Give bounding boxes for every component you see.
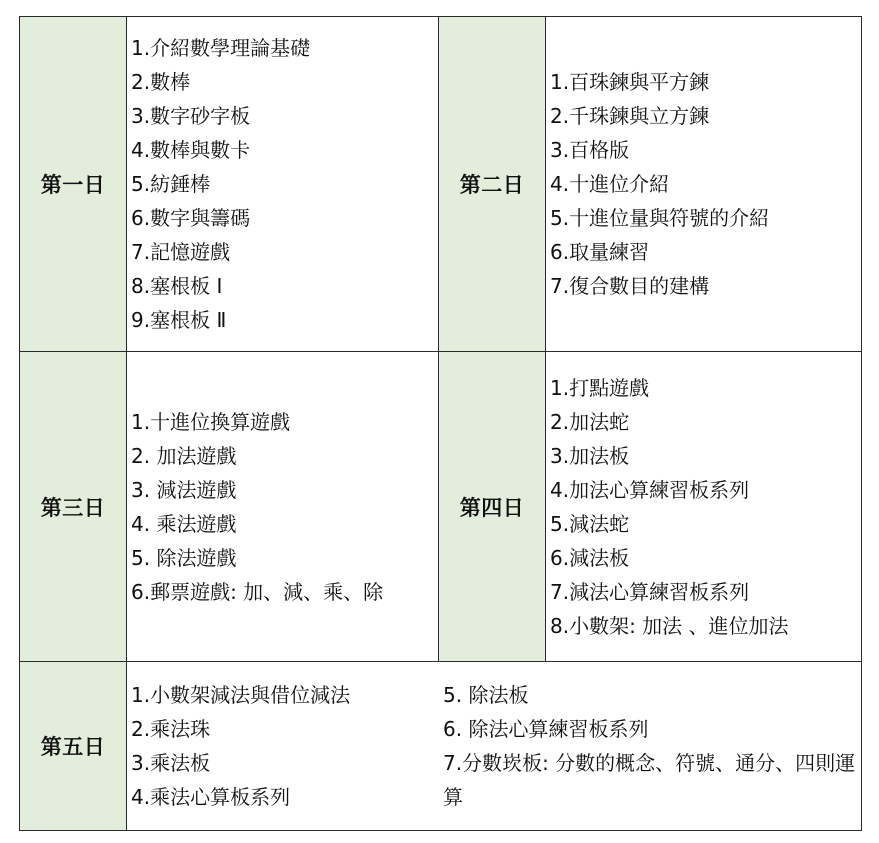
- list-item: 7.分數崁板: 分數的概念、符號、通分、四則運算: [443, 751, 856, 809]
- list-item: 6.郵票遊戲: 加、減、乘、除: [131, 579, 384, 604]
- list-item: 2.乘法珠: [131, 717, 211, 741]
- list-item: 8.小數架: 加法 、進位加法: [550, 613, 789, 638]
- list-item: 6.取量練習: [550, 240, 650, 264]
- list-item: 6. 除法心算練習板系列: [443, 717, 649, 741]
- list-item: 1.十進位換算遊戲: [131, 409, 291, 434]
- list-item: 3.乘法板: [131, 751, 211, 775]
- list-item: 3.加法板: [550, 443, 630, 468]
- schedule-row-3: [20, 662, 862, 831]
- day-items-3: [127, 352, 439, 662]
- list-item: 4.加法心算練習板系列: [550, 477, 750, 502]
- day-label-3: 第三日: [20, 352, 127, 662]
- list-item: 3.數字砂字板: [131, 104, 251, 128]
- list-item: 6.數字與籌碼: [131, 206, 251, 230]
- list-item: 4. 乘法遊戲: [131, 511, 237, 536]
- list-item: 5. 除法遊戲: [131, 545, 237, 570]
- list-item: 2. 加法遊戲: [131, 443, 237, 468]
- day-label-1: 第一日: [20, 17, 127, 352]
- list-item: 1.百珠鍊與平方鍊: [550, 70, 710, 94]
- list-item: 7.記憶遊戲: [131, 240, 231, 264]
- item-list-day4: [550, 371, 861, 643]
- list-item: 2.加法蛇: [550, 409, 630, 434]
- day-items-4: [546, 352, 862, 662]
- item-list-day1: [131, 31, 438, 337]
- list-item: 5.十進位量與符號的介紹: [550, 206, 770, 230]
- schedule-row-2: [20, 352, 862, 662]
- list-item: 1.打點遊戲: [550, 375, 650, 400]
- list-item: 7.減法心算練習板系列: [550, 579, 750, 604]
- list-item: 4.十進位介紹: [550, 172, 670, 196]
- list-item: 5.紡錘棒: [131, 172, 211, 196]
- list-item: 1.小數架減法與借位減法: [131, 683, 351, 707]
- list-item: 7.復合數目的建構: [550, 274, 710, 298]
- schedule-row-1: [20, 17, 862, 352]
- day5-columns: [131, 662, 861, 830]
- list-item: 3.百格版: [550, 138, 630, 162]
- day5-column-right: [443, 678, 861, 814]
- item-list-day3: [131, 405, 438, 609]
- list-item: 2.千珠鍊與立方鍊: [550, 104, 710, 128]
- list-item: 4.乘法心算板系列: [131, 785, 291, 809]
- list-item: 8.塞根板 Ⅰ: [131, 274, 223, 298]
- day-label-2: 第二日: [439, 17, 546, 352]
- list-item: 2.數棒: [131, 70, 191, 94]
- item-list-day5-right: [443, 678, 861, 814]
- list-item: 5. 除法板: [443, 683, 529, 707]
- list-item: 6.減法板: [550, 545, 630, 570]
- day5-column-left: [131, 678, 443, 814]
- list-item: 3. 減法遊戲: [131, 477, 237, 502]
- list-item: 1.介紹數學理論基礎: [131, 36, 311, 60]
- day-label-4: 第四日: [439, 352, 546, 662]
- day-items-2: [546, 17, 862, 352]
- day-items-5: [127, 662, 862, 831]
- list-item: 9.塞根板 Ⅱ: [131, 308, 227, 332]
- day-items-1: [127, 17, 439, 352]
- day-label-5: 第五日: [20, 662, 127, 831]
- list-item: 4.數棒與數卡: [131, 138, 251, 162]
- list-item: 5.減法蛇: [550, 511, 630, 536]
- item-list-day2: [550, 65, 861, 303]
- item-list-day5-left: [131, 678, 443, 814]
- course-schedule-table: [19, 16, 862, 831]
